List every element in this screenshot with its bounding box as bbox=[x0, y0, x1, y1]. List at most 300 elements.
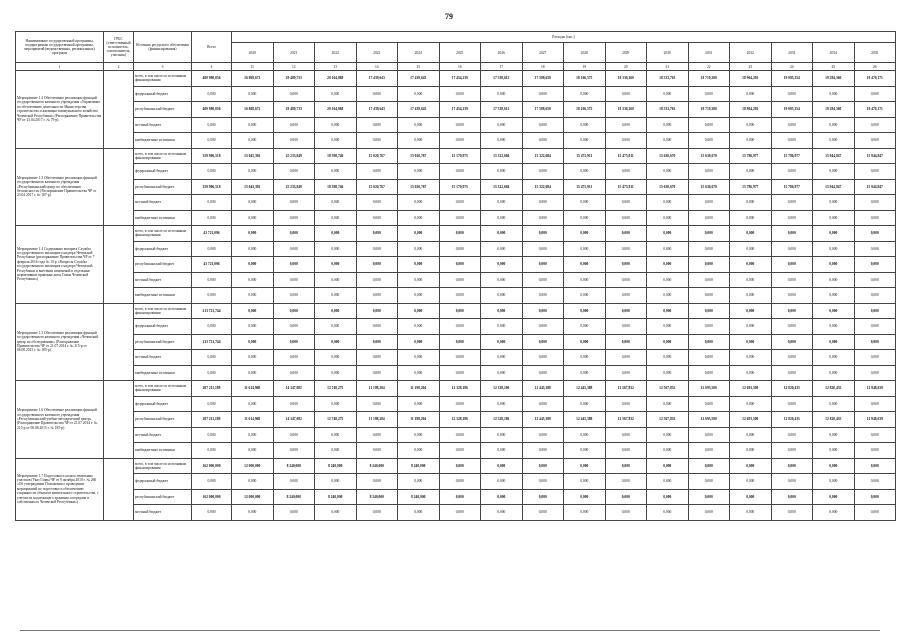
year-value: 0,000 bbox=[522, 117, 564, 133]
year-value: 0,000 bbox=[854, 195, 896, 211]
year-value: 12 000,000 bbox=[232, 458, 274, 474]
year-value: 0,000 bbox=[315, 164, 357, 180]
year-value: 0,000 bbox=[481, 195, 523, 211]
scan-artifact-line bbox=[20, 630, 880, 631]
year-value: 0,000 bbox=[771, 133, 813, 149]
year-value: 11 614,968 bbox=[232, 412, 274, 428]
year-value: 0,000 bbox=[771, 288, 813, 304]
total-value: 0,000 bbox=[192, 396, 232, 412]
year-value: 0,000 bbox=[398, 443, 440, 459]
year-value: 18 166,575 bbox=[564, 102, 606, 118]
table-row bbox=[16, 148, 896, 164]
year-value: 0,000 bbox=[273, 505, 315, 521]
year-value: 0,000 bbox=[813, 303, 855, 319]
table-row bbox=[16, 489, 896, 505]
year-value: 17 439,643 bbox=[398, 102, 440, 118]
year-value: 18 330,260 bbox=[605, 71, 647, 87]
year-value: 0,000 bbox=[647, 474, 689, 490]
total-value: 0,000 bbox=[192, 365, 232, 381]
year-value: 0,000 bbox=[647, 443, 689, 459]
year-value: 0,000 bbox=[730, 303, 772, 319]
year-value: 8 240,000 bbox=[273, 458, 315, 474]
year-value: 0,000 bbox=[605, 365, 647, 381]
year-value: 0,000 bbox=[232, 164, 274, 180]
year-value: 12 000,000 bbox=[232, 489, 274, 505]
header-year: 2021 bbox=[273, 43, 315, 63]
year-value: 8 240,000 bbox=[273, 489, 315, 505]
total-value: 0,000 bbox=[192, 319, 232, 335]
year-value: 12 445,388 bbox=[522, 412, 564, 428]
year-value: 16 868,672 bbox=[232, 102, 274, 118]
year-value: 18 904,292 bbox=[730, 71, 772, 87]
year-value: 15 322,684 bbox=[522, 179, 564, 195]
table-row bbox=[16, 396, 896, 412]
header-year: 2024 bbox=[398, 43, 440, 63]
year-value: 19 095,354 bbox=[771, 102, 813, 118]
year-value: 11 198,204 bbox=[398, 381, 440, 397]
year-value: 0,000 bbox=[688, 350, 730, 366]
year-value: 0,000 bbox=[315, 241, 357, 257]
year-value: 0,000 bbox=[522, 505, 564, 521]
year-value: 0,000 bbox=[813, 396, 855, 412]
year-value: 0,000 bbox=[481, 489, 523, 505]
year-value: 0,000 bbox=[771, 210, 813, 226]
year-value: 0,000 bbox=[647, 350, 689, 366]
year-value: 0,000 bbox=[730, 396, 772, 412]
year-value: 0,000 bbox=[647, 288, 689, 304]
total-value: 207 211,189 bbox=[192, 412, 232, 428]
table-row bbox=[16, 350, 896, 366]
year-value: 0,000 bbox=[854, 164, 896, 180]
year-value: 11 198,204 bbox=[356, 381, 398, 397]
year-value: 0,000 bbox=[854, 443, 896, 459]
year-value: 0,000 bbox=[688, 226, 730, 242]
year-value: 0,000 bbox=[605, 86, 647, 102]
year-value: 15 322,684 bbox=[481, 148, 523, 164]
year-value: 19 470,171 bbox=[854, 102, 896, 118]
year-value: 0,000 bbox=[522, 489, 564, 505]
year-value: 0,000 bbox=[356, 272, 398, 288]
year-value: 0,000 bbox=[605, 257, 647, 273]
table-row bbox=[16, 133, 896, 149]
column-number: 2 bbox=[104, 63, 134, 71]
year-value: 12 948,639 bbox=[854, 381, 896, 397]
year-value: 0,000 bbox=[564, 195, 606, 211]
year-value: 0,000 bbox=[356, 86, 398, 102]
total-value: 0,000 bbox=[192, 210, 232, 226]
year-value: 0,000 bbox=[813, 241, 855, 257]
year-value: 0,000 bbox=[315, 474, 357, 490]
year-value: 0,000 bbox=[481, 272, 523, 288]
year-value: 0,000 bbox=[273, 303, 315, 319]
year-value: 0,000 bbox=[522, 210, 564, 226]
funding-source: местный бюджет bbox=[134, 117, 192, 133]
year-value: 0,000 bbox=[647, 272, 689, 288]
year-value: 8 240,000 bbox=[356, 489, 398, 505]
year-value: 0,000 bbox=[854, 241, 896, 257]
year-value: 0,000 bbox=[398, 427, 440, 443]
year-value: 0,000 bbox=[605, 396, 647, 412]
year-value: 17 588,650 bbox=[522, 102, 564, 118]
year-value: 0,000 bbox=[356, 505, 398, 521]
total-value: 0,000 bbox=[192, 195, 232, 211]
year-value: 0,000 bbox=[771, 474, 813, 490]
year-value: 0,000 bbox=[730, 334, 772, 350]
year-value: 0,000 bbox=[605, 226, 647, 242]
year-value: 0,000 bbox=[647, 489, 689, 505]
year-value: 20 164,868 bbox=[315, 71, 357, 87]
year-value: 0,000 bbox=[356, 164, 398, 180]
year-value: 0,000 bbox=[564, 133, 606, 149]
year-value: 0,000 bbox=[564, 117, 606, 133]
year-value: 0,000 bbox=[439, 458, 481, 474]
funding-source: республиканский бюджет bbox=[134, 489, 192, 505]
year-value: 0,000 bbox=[273, 334, 315, 350]
year-value: 0,000 bbox=[688, 505, 730, 521]
year-value: 0,000 bbox=[771, 334, 813, 350]
year-value: 0,000 bbox=[647, 319, 689, 335]
table-row bbox=[16, 381, 896, 397]
year-value: 0,000 bbox=[232, 117, 274, 133]
measure-name: Мероприятие 1.2 Обеспечение реализации функций государственного казенного учреждения «Управление по обеспечению деятельности Министерства строительства и жилищно-коммунального хозяйства Чеченской Республики» (Распоряжение Правительства ЧР от 23.04.2017 г. № 79-р) bbox=[16, 71, 104, 149]
year-value: 0,000 bbox=[771, 365, 813, 381]
funding-source: местный бюджет bbox=[134, 505, 192, 521]
year-value: 0,000 bbox=[688, 427, 730, 443]
funding-source: федеральный бюджет bbox=[134, 86, 192, 102]
year-value: 0,000 bbox=[315, 133, 357, 149]
year-value: 0,000 bbox=[315, 350, 357, 366]
year-value: 15 630,670 bbox=[688, 179, 730, 195]
year-value: 0,000 bbox=[771, 319, 813, 335]
header-year: 2033 bbox=[771, 43, 813, 63]
grbs-cell bbox=[104, 303, 134, 381]
year-value: 0,000 bbox=[854, 288, 896, 304]
funding-source: всего, в том числе по источникам финансирования bbox=[134, 226, 192, 242]
year-value: 0,000 bbox=[398, 117, 440, 133]
year-value: 0,000 bbox=[356, 241, 398, 257]
year-value: 0,000 bbox=[273, 257, 315, 273]
year-value: 0,000 bbox=[854, 303, 896, 319]
year-value: 0,000 bbox=[813, 427, 855, 443]
year-value: 0,000 bbox=[854, 396, 896, 412]
year-value: 0,000 bbox=[481, 443, 523, 459]
year-value: 0,000 bbox=[813, 272, 855, 288]
year-value: 15 045,392 bbox=[232, 179, 274, 195]
year-value: 12 567,832 bbox=[605, 381, 647, 397]
year-value: 15 630,670 bbox=[688, 148, 730, 164]
year-value: 0,000 bbox=[398, 288, 440, 304]
year-value: 0,000 bbox=[356, 257, 398, 273]
year-value: 0,000 bbox=[688, 474, 730, 490]
column-number: 21 bbox=[647, 63, 689, 71]
year-value: 0,000 bbox=[771, 195, 813, 211]
table-row bbox=[16, 210, 896, 226]
year-value: 0,000 bbox=[688, 164, 730, 180]
year-value: 0,000 bbox=[688, 117, 730, 133]
year-value: 0,000 bbox=[854, 210, 896, 226]
year-value: 0,000 bbox=[232, 195, 274, 211]
year-value: 0,000 bbox=[398, 133, 440, 149]
header-year: 2029 bbox=[605, 43, 647, 63]
year-value: 0,000 bbox=[356, 334, 398, 350]
total-value: 0,000 bbox=[192, 288, 232, 304]
year-value: 0,000 bbox=[688, 303, 730, 319]
measure-name: Мероприятие 1.4 Содержание аппарата Службы государственного жилищного надзора Чеченской Республики (распоряжение Правительства ЧР от 7 февраля 2016 года № 13-р «Вопросы Службы государственного жилищного надзора Чеченской Республики и внесении изменений в отдельные нормативные правовые акты Главы Чеченской Республики») bbox=[16, 226, 104, 304]
grbs-cell bbox=[104, 148, 134, 226]
header-grbs: ГРБС (ответственный исполнитель, соисполнитель, участник) bbox=[104, 32, 134, 63]
table-row bbox=[16, 86, 896, 102]
year-value: 0,000 bbox=[605, 489, 647, 505]
year-value: 0,000 bbox=[730, 458, 772, 474]
column-number: 3 bbox=[134, 63, 192, 71]
year-value: 15 045,392 bbox=[232, 148, 274, 164]
year-value: 11 198,204 bbox=[356, 412, 398, 428]
year-value: 0,000 bbox=[730, 365, 772, 381]
column-number: 12 bbox=[273, 63, 315, 71]
funding-source: местный бюджет bbox=[134, 195, 192, 211]
table-row bbox=[16, 272, 896, 288]
year-value: 0,000 bbox=[854, 474, 896, 490]
year-value: 29 489,733 bbox=[273, 102, 315, 118]
year-value: 0,000 bbox=[605, 241, 647, 257]
table-header bbox=[16, 32, 896, 71]
year-value: 0,000 bbox=[730, 427, 772, 443]
year-value: 0,000 bbox=[647, 226, 689, 242]
year-value: 0,000 bbox=[232, 474, 274, 490]
year-value: 0,000 bbox=[481, 505, 523, 521]
year-value: 0,000 bbox=[771, 86, 813, 102]
page-number: 79 bbox=[445, 12, 453, 21]
year-value: 19 284,360 bbox=[813, 71, 855, 87]
year-value: 0,000 bbox=[688, 288, 730, 304]
year-value: 0,000 bbox=[771, 226, 813, 242]
year-value: 0,000 bbox=[481, 288, 523, 304]
year-value: 12 748,275 bbox=[315, 412, 357, 428]
year-value: 0,000 bbox=[481, 117, 523, 133]
year-value: 0,000 bbox=[564, 257, 606, 273]
year-value: 0,000 bbox=[398, 272, 440, 288]
year-value: 0,000 bbox=[439, 303, 481, 319]
total-value: 359 996,518 bbox=[192, 148, 232, 164]
year-value: 0,000 bbox=[398, 474, 440, 490]
column-number: 26 bbox=[854, 63, 896, 71]
header-year: 2023 bbox=[356, 43, 398, 63]
table-row bbox=[16, 458, 896, 474]
year-value: 17 439,643 bbox=[356, 102, 398, 118]
year-value: 0,000 bbox=[398, 241, 440, 257]
column-number: 1 bbox=[16, 63, 104, 71]
funding-source: республиканский бюджет bbox=[134, 179, 192, 195]
year-value: 17 454,239 bbox=[439, 102, 481, 118]
year-value: 0,000 bbox=[813, 505, 855, 521]
funding-source: всего, в том числе по источникам финансирования bbox=[134, 148, 192, 164]
year-value: 0,000 bbox=[605, 164, 647, 180]
year-value: 0,000 bbox=[688, 443, 730, 459]
column-number: 18 bbox=[522, 63, 564, 71]
year-value: 0,000 bbox=[813, 210, 855, 226]
year-value: 0,000 bbox=[647, 164, 689, 180]
year-value: 15 630,670 bbox=[647, 148, 689, 164]
table-row bbox=[16, 226, 896, 242]
year-value: 0,000 bbox=[315, 427, 357, 443]
year-value: 0,000 bbox=[522, 350, 564, 366]
year-value: 0,000 bbox=[439, 117, 481, 133]
year-value: 0,000 bbox=[398, 396, 440, 412]
year-value: 0,000 bbox=[398, 365, 440, 381]
year-value: 0,000 bbox=[730, 474, 772, 490]
year-value: 0,000 bbox=[522, 303, 564, 319]
year-value: 0,000 bbox=[730, 505, 772, 521]
year-value: 0,000 bbox=[232, 365, 274, 381]
year-value: 0,000 bbox=[564, 489, 606, 505]
total-value: 359 996,518 bbox=[192, 179, 232, 195]
year-value: 0,000 bbox=[356, 319, 398, 335]
year-value: 0,000 bbox=[522, 474, 564, 490]
total-value: 213 721,744 bbox=[192, 303, 232, 319]
year-value: 12 820,435 bbox=[771, 381, 813, 397]
year-value: 0,000 bbox=[439, 396, 481, 412]
year-value: 17 454,239 bbox=[439, 71, 481, 87]
year-value: 0,000 bbox=[439, 133, 481, 149]
year-value: 0,000 bbox=[564, 319, 606, 335]
year-value: 14 347,082 bbox=[273, 412, 315, 428]
year-value: 12 693,500 bbox=[688, 381, 730, 397]
year-value: 17 588,650 bbox=[522, 71, 564, 87]
year-value: 0,000 bbox=[273, 164, 315, 180]
year-value: 12 328,186 bbox=[439, 412, 481, 428]
column-number: 4 bbox=[192, 63, 232, 71]
year-value: 18 719,200 bbox=[688, 102, 730, 118]
year-value: 0,000 bbox=[273, 288, 315, 304]
year-value: 0,000 bbox=[605, 350, 647, 366]
year-value: 0,000 bbox=[356, 427, 398, 443]
year-value: 0,000 bbox=[232, 86, 274, 102]
year-value: 0,000 bbox=[522, 396, 564, 412]
year-value: 0,000 bbox=[439, 474, 481, 490]
year-value: 0,000 bbox=[647, 257, 689, 273]
year-value: 19 284,360 bbox=[813, 102, 855, 118]
year-value: 0,000 bbox=[273, 195, 315, 211]
header-year: 2022 bbox=[315, 43, 357, 63]
year-value: 8 240,000 bbox=[356, 458, 398, 474]
year-value: 0,000 bbox=[730, 257, 772, 273]
header-funding-source: Источник ресурсного обеспечения (финансирования) bbox=[134, 32, 192, 63]
year-value: 0,000 bbox=[771, 396, 813, 412]
year-value: 15 170,975 bbox=[439, 148, 481, 164]
funding-source: местный бюджет bbox=[134, 427, 192, 443]
year-value: 0,000 bbox=[813, 257, 855, 273]
year-value: 12 693,500 bbox=[730, 381, 772, 397]
year-value: 0,000 bbox=[771, 117, 813, 133]
year-value: 0,000 bbox=[647, 458, 689, 474]
year-value: 0,000 bbox=[730, 443, 772, 459]
year-value: 0,000 bbox=[564, 427, 606, 443]
funding-source: республиканский бюджет bbox=[134, 102, 192, 118]
table-row bbox=[16, 241, 896, 257]
year-value: 0,000 bbox=[356, 303, 398, 319]
table-row bbox=[16, 288, 896, 304]
year-value: 15 475,911 bbox=[564, 148, 606, 164]
year-value: 0,000 bbox=[273, 443, 315, 459]
year-value: 0,000 bbox=[398, 164, 440, 180]
column-number: 11 bbox=[232, 63, 274, 71]
year-value: 0,000 bbox=[688, 334, 730, 350]
year-value: 12 948,639 bbox=[854, 412, 896, 428]
year-value: 15 475,911 bbox=[564, 179, 606, 195]
year-value: 0,000 bbox=[315, 396, 357, 412]
year-value: 0,000 bbox=[273, 226, 315, 242]
year-value: 0,000 bbox=[398, 334, 440, 350]
year-value: 15 786,977 bbox=[730, 179, 772, 195]
measure-name: Мероприятие 1.6 Обеспечение реализации функций государственного казенного учреждения «Республиканский учебно-методический центр» (Распоряжение Правительства ЧР от 21.07.2014 г. № 215-р от 06.08.2015 г. № 185-р) bbox=[16, 381, 104, 459]
year-value: 15 786,977 bbox=[730, 148, 772, 164]
table-row bbox=[16, 427, 896, 443]
year-value: 18 166,575 bbox=[564, 71, 606, 87]
year-value: 0,000 bbox=[315, 303, 357, 319]
year-value: 0,000 bbox=[356, 350, 398, 366]
year-value: 19 095,354 bbox=[771, 71, 813, 87]
year-value: 0,000 bbox=[398, 350, 440, 366]
year-value: 0,000 bbox=[232, 396, 274, 412]
year-value: 0,000 bbox=[771, 443, 813, 459]
year-value: 0,000 bbox=[315, 226, 357, 242]
year-value: 0,000 bbox=[688, 272, 730, 288]
year-value: 0,000 bbox=[564, 272, 606, 288]
year-value: 0,000 bbox=[315, 117, 357, 133]
year-value: 0,000 bbox=[854, 133, 896, 149]
year-value: 0,000 bbox=[273, 365, 315, 381]
year-value: 0,000 bbox=[730, 288, 772, 304]
year-value: 12 567,832 bbox=[647, 381, 689, 397]
year-value: 12 445,388 bbox=[564, 381, 606, 397]
header-year: 2025 bbox=[439, 43, 481, 63]
year-value: 0,000 bbox=[398, 195, 440, 211]
year-value: 0,000 bbox=[522, 86, 564, 102]
year-value: 0,000 bbox=[481, 365, 523, 381]
year-value: 0,000 bbox=[771, 164, 813, 180]
year-value: 0,000 bbox=[771, 241, 813, 257]
year-value: 0,000 bbox=[564, 210, 606, 226]
year-value: 0,000 bbox=[522, 272, 564, 288]
header-year: 2035 bbox=[854, 43, 896, 63]
column-number: 14 bbox=[356, 63, 398, 71]
column-number: 24 bbox=[771, 63, 813, 71]
table-row bbox=[16, 179, 896, 195]
total-value: 0,000 bbox=[192, 117, 232, 133]
year-value: 0,000 bbox=[854, 319, 896, 335]
year-value: 0,000 bbox=[439, 195, 481, 211]
year-value: 0,000 bbox=[564, 164, 606, 180]
year-value: 0,000 bbox=[771, 257, 813, 273]
year-value: 0,000 bbox=[730, 272, 772, 288]
year-value: 0,000 bbox=[730, 195, 772, 211]
year-value: 0,000 bbox=[813, 86, 855, 102]
header-year: 2032 bbox=[730, 43, 772, 63]
year-value: 0,000 bbox=[730, 350, 772, 366]
budget-table bbox=[15, 31, 896, 521]
year-value: 0,000 bbox=[688, 133, 730, 149]
year-value: 0,000 bbox=[564, 396, 606, 412]
year-value: 0,000 bbox=[232, 334, 274, 350]
total-value: 207 211,189 bbox=[192, 381, 232, 397]
year-value: 0,000 bbox=[398, 303, 440, 319]
year-value: 0,000 bbox=[605, 117, 647, 133]
year-value: 0,000 bbox=[564, 365, 606, 381]
year-value: 0,000 bbox=[273, 241, 315, 257]
year-value: 0,000 bbox=[854, 489, 896, 505]
table-row bbox=[16, 164, 896, 180]
header-year: 2028 bbox=[564, 43, 606, 63]
